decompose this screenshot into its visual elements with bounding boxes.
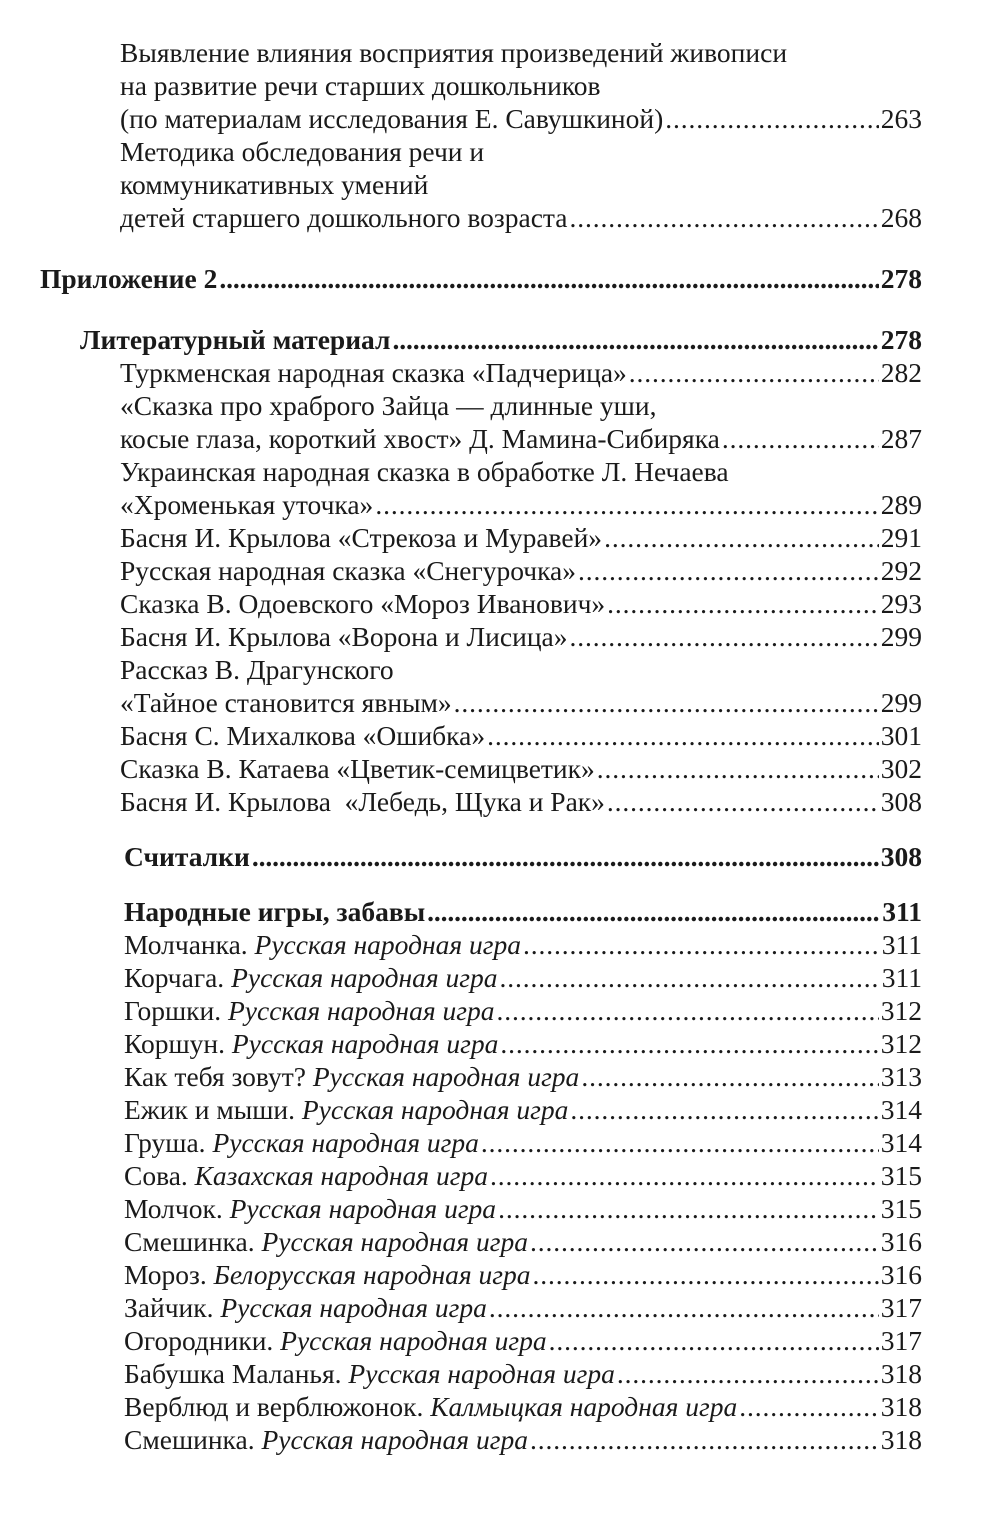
game-name: Смешинка.	[124, 1424, 255, 1455]
game-name: Мороз.	[124, 1259, 207, 1290]
game-name: Ежик и мыши.	[124, 1094, 295, 1125]
game-name: Зайчик.	[124, 1292, 214, 1323]
entry-text: «Тайное становится явным»	[120, 687, 452, 718]
game-type: Русская народная игра	[301, 1094, 569, 1125]
dot-leader	[570, 620, 879, 653]
game-type: Белорусская народная игра	[213, 1259, 531, 1290]
toc-entry	[0, 135, 1000, 234]
game-name: Молчанка.	[124, 929, 248, 960]
game-type: Русская народная игра	[261, 1226, 528, 1257]
dot-leader	[604, 521, 879, 554]
entry-text: Выявление влияния восприятия произведений живописи	[120, 37, 788, 68]
toc-entry	[124, 1357, 922, 1390]
game-name: Огородники.	[124, 1325, 274, 1356]
page-number: 314	[880, 1094, 922, 1125]
entry-text: Басня С. Михалкова «Ошибка»	[120, 720, 486, 751]
dot-leader	[490, 1159, 879, 1192]
page-number: 312	[880, 1028, 922, 1059]
toc-entry	[124, 1423, 922, 1456]
heading-text: Приложение 2	[40, 263, 218, 294]
toc-entry	[124, 1258, 922, 1291]
entry-text: Методика обследования речи и	[120, 136, 485, 167]
dot-leader	[427, 895, 880, 928]
toc-entry	[124, 961, 922, 994]
page-number: 308	[880, 841, 922, 872]
heading-text: Считалки	[124, 841, 250, 872]
game-name: Сова.	[124, 1160, 188, 1191]
page-number: 312	[880, 995, 922, 1026]
page-number: 313	[880, 1061, 922, 1092]
heading-text: Литературный материал	[80, 324, 391, 355]
dot-leader	[597, 752, 879, 785]
game-name: Бабушка Маланья.	[124, 1358, 342, 1389]
entry-text: (по материалам исследования Е. Савушкиной)	[120, 103, 664, 134]
toc-entry	[120, 521, 922, 554]
page-number: 315	[880, 1160, 922, 1191]
page-number: 318	[880, 1358, 922, 1389]
toc-entry	[124, 928, 922, 961]
toc-entry	[120, 554, 922, 587]
page-number: 292	[880, 555, 922, 586]
dot-leader	[629, 356, 879, 389]
dot-leader	[607, 785, 879, 818]
page-number: 301	[880, 720, 922, 751]
appendix-heading	[40, 262, 922, 295]
game-type: Русская народная игра	[254, 929, 522, 960]
dot-leader	[617, 1357, 879, 1390]
game-name: Смешинка.	[124, 1226, 255, 1257]
dot-leader	[569, 201, 878, 234]
toc-entry	[124, 1126, 922, 1159]
toc-entry	[120, 653, 922, 686]
game-name: Как тебя зовут?	[124, 1061, 306, 1092]
entry-text: Басня И. Крылова «Ворона и Лисица»	[120, 621, 568, 652]
dot-leader	[530, 1225, 879, 1258]
games-list	[0, 928, 1000, 1456]
page-number: 299	[880, 687, 922, 718]
game-type: Русская народная игра	[229, 1193, 497, 1224]
dot-leader	[523, 928, 880, 961]
page-number: 314	[880, 1127, 922, 1158]
entry-text: «Хроменькая уточка»	[120, 489, 374, 520]
page-number: 311	[882, 896, 922, 927]
dot-leader	[665, 102, 878, 135]
page-number: 278	[880, 263, 922, 294]
toc-entry	[120, 389, 922, 422]
toc-entry	[124, 1060, 922, 1093]
game-name: Коршун.	[124, 1028, 225, 1059]
toc-entry	[120, 686, 922, 719]
games-heading	[124, 895, 922, 928]
dot-leader	[489, 1291, 879, 1324]
dot-leader	[533, 1258, 879, 1291]
page-number: 318	[880, 1424, 922, 1455]
toc-entry	[120, 587, 922, 620]
page-number: 282	[880, 357, 922, 388]
entry-text: Сказка В. Катаева «Цветик-семицветик»	[120, 753, 595, 784]
toc-entry	[120, 752, 922, 785]
counting-heading	[124, 840, 922, 873]
toc-entry	[120, 620, 922, 653]
page-number: 317	[880, 1325, 922, 1356]
page-number: 293	[880, 588, 922, 619]
entry-text: коммуникативных умений	[120, 169, 429, 200]
dot-leader	[252, 840, 879, 873]
dot-leader	[219, 262, 878, 295]
page-number: 263	[880, 103, 922, 134]
entry-text: Рассказ В. Драгунского	[120, 654, 394, 685]
literary-heading	[80, 323, 922, 356]
toc-entry	[120, 488, 922, 521]
toc-entry	[120, 455, 922, 488]
heading-text: Народные игры, забавы	[124, 896, 426, 927]
toc-entry	[124, 1159, 922, 1192]
entry-text: на развитие речи старших дошкольников	[120, 70, 601, 101]
dot-leader	[570, 1093, 878, 1126]
dot-leader	[496, 994, 878, 1027]
page-number: 289	[880, 489, 922, 520]
game-name: Горшки.	[124, 995, 222, 1026]
entry-text: «Сказка про храброго Зайца — длинные уши,	[120, 390, 657, 421]
page-number: 299	[880, 621, 922, 652]
toc-entry	[120, 356, 922, 389]
game-name: Верблюд и верблюжонок.	[124, 1391, 424, 1422]
dot-leader	[498, 1192, 879, 1225]
game-name: Корчага.	[124, 962, 225, 993]
dot-leader	[722, 422, 879, 455]
page-number: 278	[880, 324, 922, 355]
toc-entry	[124, 1390, 922, 1423]
entry-text: Туркменская народная сказка «Падчерица»	[120, 357, 627, 388]
game-type: Казахская народная игра	[194, 1160, 488, 1191]
dot-leader	[454, 686, 879, 719]
toc-entry	[120, 785, 922, 818]
dot-leader	[549, 1324, 879, 1357]
game-type: Русская народная игра	[231, 962, 498, 993]
toc-entry	[0, 36, 1000, 135]
game-type: Русская народная игра	[231, 1028, 499, 1059]
page-number: 302	[880, 753, 922, 784]
game-type: Русская народная игра	[348, 1358, 615, 1389]
page-number: 311	[881, 929, 922, 960]
page-number: 317	[880, 1292, 922, 1323]
game-type: Русская народная игра	[220, 1292, 487, 1323]
toc-entry	[124, 1225, 922, 1258]
dot-leader	[500, 1027, 878, 1060]
page-number: 287	[880, 423, 922, 454]
toc-entry	[124, 1093, 922, 1126]
game-name: Молчок.	[124, 1193, 223, 1224]
entry-text: косые глаза, короткий хвост» Д. Мамина-Сибиряка	[120, 423, 720, 454]
page-number: 316	[880, 1226, 922, 1257]
page-number: 318	[880, 1391, 922, 1422]
dot-leader	[487, 719, 879, 752]
toc-entry	[124, 1291, 922, 1324]
game-type: Русская народная игра	[227, 995, 495, 1026]
game-type: Русская народная игра	[212, 1127, 479, 1158]
dot-leader	[739, 1390, 879, 1423]
game-type: Калмыцкая народная игра	[430, 1391, 738, 1422]
page-number: 308	[880, 786, 922, 817]
dot-leader	[392, 323, 878, 356]
toc-entry	[124, 1192, 922, 1225]
game-type: Русская народная игра	[280, 1325, 547, 1356]
dot-leader	[607, 587, 879, 620]
entry-text: Украинская народная сказка в обработке Л. Нечаева	[120, 456, 729, 487]
dot-leader	[500, 961, 880, 994]
page-number: 268	[880, 202, 922, 233]
toc-entry	[124, 994, 922, 1027]
game-name: Груша.	[124, 1127, 206, 1158]
dot-leader	[581, 1060, 878, 1093]
entry-text: Сказка В. Одоевского «Мороз Иванович»	[120, 588, 606, 619]
dot-leader	[530, 1423, 879, 1456]
entry-text: Русская народная сказка «Снегурочка»	[120, 555, 577, 586]
entry-text: Басня И. Крылова «Стрекоза и Муравей»	[120, 522, 603, 553]
entry-text: детей старшего дошкольного возраста	[120, 202, 568, 233]
dot-leader	[481, 1126, 879, 1159]
dot-leader	[375, 488, 878, 521]
entry-text: Басня И. Крылова «Лебедь, Щука и Рак»	[120, 786, 605, 817]
dot-leader	[578, 554, 879, 587]
toc-entry	[120, 719, 922, 752]
toc-entry	[124, 1027, 922, 1060]
game-type: Русская народная игра	[312, 1061, 580, 1092]
toc-entry	[124, 1324, 922, 1357]
game-type: Русская народная игра	[261, 1424, 528, 1455]
page-number: 291	[880, 522, 922, 553]
toc-entry	[120, 422, 922, 455]
page-number: 315	[880, 1193, 922, 1224]
page-number: 316	[880, 1259, 922, 1290]
page-number: 311	[881, 962, 922, 993]
